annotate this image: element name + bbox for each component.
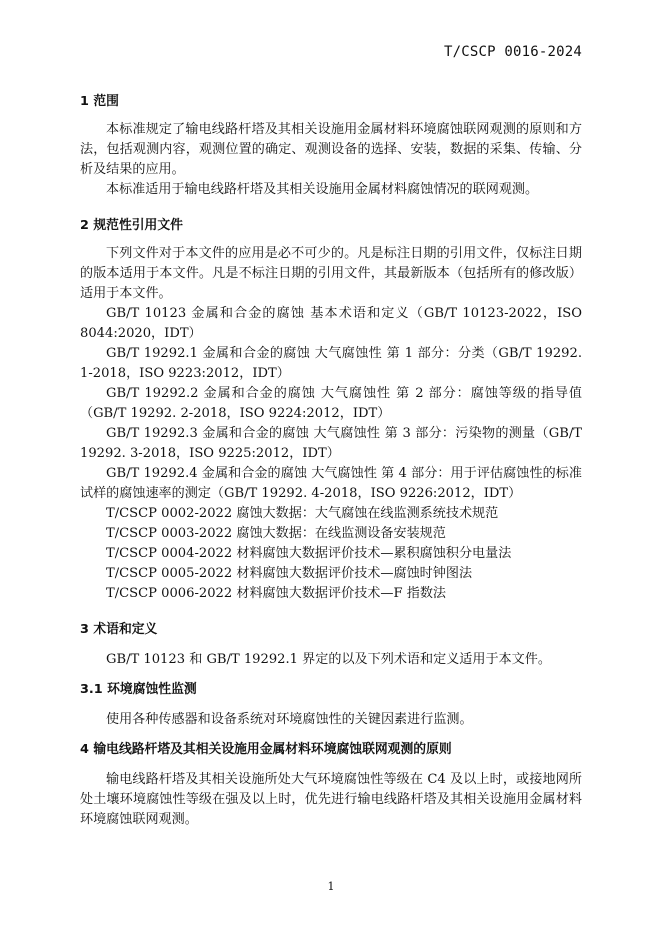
reference-item: T/CSCP 0006-2022 材料腐蚀大数据评价技术—F 指数法 [106,586,447,601]
reference-item: GB/T 19292.2 金属和合金的腐蚀 大气腐蚀性 第 2 部分：腐蚀等级的指导值（GB/T 19292. 2-2018，ISO 9224:2012，IDT） [80,386,582,421]
reference-item: T/CSCP 0005-2022 材料腐蚀大数据评价技术—腐蚀时钟图法 [106,566,473,581]
section-3-1-paragraph: 使用各种传感器和设备系统对环境腐蚀性的关键因素进行监测。 [106,712,473,727]
reference-item: GB/T 19292.1 金属和合金的腐蚀 大气腐蚀性 第 1 部分：分类（GB/T 19292. 1-2018，ISO 9223:2012，IDT） [80,346,582,381]
section-4-paragraph: 输电线路杆塔及其相关设施所处大气环境腐蚀性等级在 C4 及以上时，或接地网所处土壤环境腐蚀性等级在强及以上时，优先进行输电线路杆塔及其相关设施用金属材料环境腐蚀联网观测。 [80,772,582,827]
reference-item: T/CSCP 0002-2022 腐蚀大数据：大气腐蚀在线监测系统技术规范 [106,506,499,521]
reference-item: GB/T 19292.4 金属和合金的腐蚀 大气腐蚀性 第 4 部分：用于评估腐蚀性的标准试样的腐蚀速率的测定（GB/T 19292. 4-2018，ISO 9226:2012，IDT） [80,466,582,501]
section-2-intro: 下列文件对于本文件的应用是必不可少的。凡是标注日期的引用文件，仅标注日期的版本适用于本文件。凡是不标注日期的引用文件，其最新版本（包括所有的修改版）适用于本文件。 [80,246,582,301]
section-1-paragraph-1: 本标准规定了输电线路杆塔及其相关设施用金属材料环境腐蚀联网观测的原则和方法，包括观测内容，观测位置的确定、观测设备的选择、安装，数据的采集、传输、分析及结果的应用。 [80,122,582,177]
section-1-paragraph-2: 本标准适用于输电线路杆塔及其相关设施用金属材料腐蚀情况的联网观测。 [106,182,539,197]
section-3-1-heading: 3.1 环境腐蚀性监测 [80,682,197,697]
section-4-heading: 4 输电线路杆塔及其相关设施用金属材料环境腐蚀联网观测的原则 [80,742,452,757]
reference-item: GB/T 10123 金属和合金的腐蚀 基本术语和定义（GB/T 10123-2022，ISO 8044:2020，IDT） [80,306,582,341]
reference-item: T/CSCP 0004-2022 材料腐蚀大数据评价技术—累积腐蚀积分电量法 [106,546,512,561]
reference-item: GB/T 19292.3 金属和合金的腐蚀 大气腐蚀性 第 3 部分：污染物的测量（GB/T 19292. 3-2018，ISO 9225:2012，IDT） [80,426,582,461]
section-2-heading: 2 规范性引用文件 [80,218,183,233]
document-body [80,92,582,830]
document-code-header: T/CSCP 0016-2024 [443,44,582,60]
section-3-paragraph: GB/T 10123 和 GB/T 19292.1 界定的以及下列术语和定义适用于本文件。 [106,652,551,667]
section-3-heading: 3 术语和定义 [80,622,158,637]
reference-item: T/CSCP 0003-2022 腐蚀大数据：在线监测设备安装规范 [106,526,446,541]
page-number: 1 [327,880,335,893]
section-1-heading: 1 范围 [80,94,119,109]
